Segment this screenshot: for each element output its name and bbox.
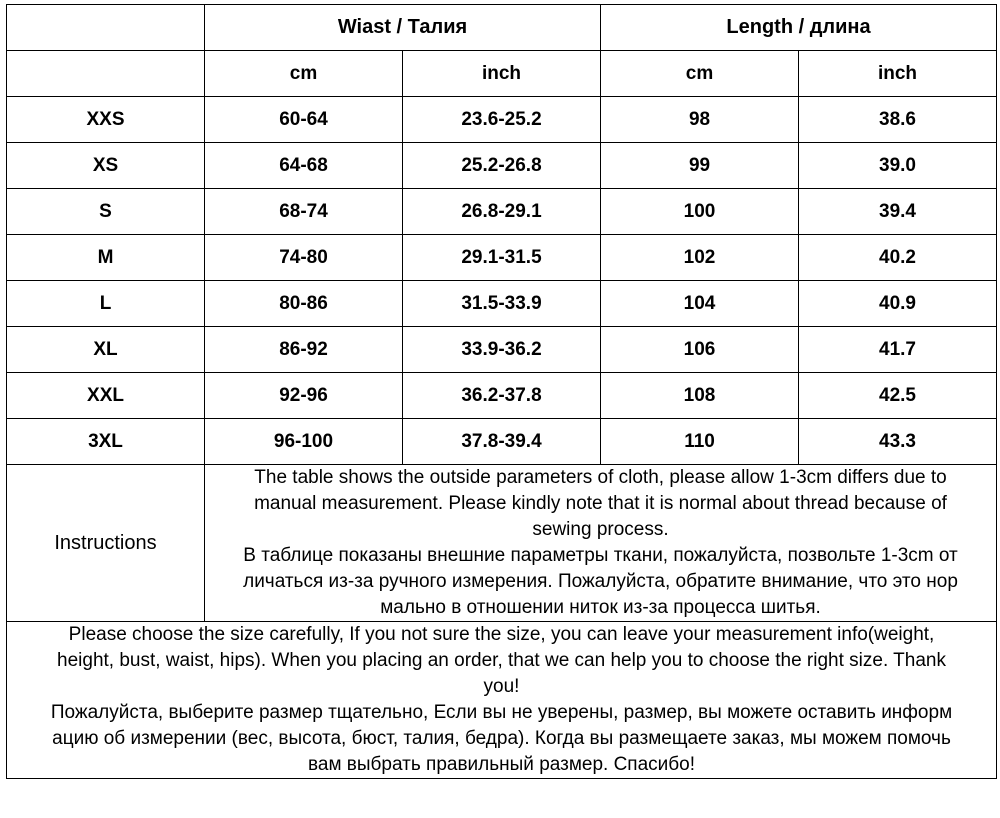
instructions-line: В таблице показаны внешние параметры ткани, пожалуйста, позвольте 1-3cm от <box>243 545 958 566</box>
instructions-line: личаться из-за ручного измерения. Пожалуйста, обратите внимание, что это нор <box>243 571 958 592</box>
length-cm-cell: 99 <box>601 143 799 189</box>
note-line: you! <box>483 676 520 697</box>
waist-cm-cell: 86-92 <box>205 327 403 373</box>
size-chart-table <box>6 4 997 779</box>
note-line: Please choose the size carefully, If you not sure the size, you can leave your measurement info(weight, <box>68 624 935 645</box>
length-header: Length / длина <box>601 5 997 51</box>
length-cm-cell: 108 <box>601 373 799 419</box>
size-label: 3XL <box>7 419 205 465</box>
unit-header-waist-cm: cm <box>205 51 403 97</box>
waist-cm-cell: 80-86 <box>205 281 403 327</box>
waist-cm-cell: 64-68 <box>205 143 403 189</box>
instructions-label: Instructions <box>7 465 205 622</box>
length-cm-cell: 100 <box>601 189 799 235</box>
instructions-line: sewing process. <box>532 519 669 540</box>
size-label: L <box>7 281 205 327</box>
waist-cm-cell: 60-64 <box>205 97 403 143</box>
table-row <box>7 373 997 419</box>
waist-header: Wiast / Талия <box>205 5 601 51</box>
waist-inch-cell: 31.5-33.9 <box>403 281 601 327</box>
instructions-text <box>205 465 997 622</box>
note-line: ацию об измерении (вес, высота, бюст, талия, бедра). Когда вы размещаете заказ, мы можем помочь <box>52 728 951 749</box>
waist-cm-cell: 74-80 <box>205 235 403 281</box>
length-inch-cell: 39.0 <box>799 143 997 189</box>
waist-inch-cell: 29.1-31.5 <box>403 235 601 281</box>
instructions-line: мально в отношении ниток из-за процесса шитья. <box>380 597 821 618</box>
length-inch-cell: 39.4 <box>799 189 997 235</box>
instructions-line: manual measurement. Please kindly note that it is normal about thread because of <box>254 493 947 514</box>
unit-header-waist-inch: inch <box>403 51 601 97</box>
length-inch-cell: 40.9 <box>799 281 997 327</box>
waist-inch-cell: 23.6-25.2 <box>403 97 601 143</box>
length-cm-cell: 98 <box>601 97 799 143</box>
table-row <box>7 281 997 327</box>
table-row <box>7 189 997 235</box>
size-label: S <box>7 189 205 235</box>
waist-cm-cell: 92-96 <box>205 373 403 419</box>
length-inch-cell: 42.5 <box>799 373 997 419</box>
header-row-measurements <box>7 5 997 51</box>
size-label: XL <box>7 327 205 373</box>
waist-cm-cell: 96-100 <box>205 419 403 465</box>
table-row <box>7 235 997 281</box>
instructions-line: The table shows the outside parameters of cloth, please allow 1-3cm differs due to <box>254 467 947 488</box>
size-label: M <box>7 235 205 281</box>
waist-inch-cell: 37.8-39.4 <box>403 419 601 465</box>
length-inch-cell: 38.6 <box>799 97 997 143</box>
table-row <box>7 97 997 143</box>
length-cm-cell: 106 <box>601 327 799 373</box>
waist-inch-cell: 26.8-29.1 <box>403 189 601 235</box>
table-row <box>7 327 997 373</box>
unit-header-length-cm: cm <box>601 51 799 97</box>
note-line: height, bust, waist, hips). When you placing an order, that we can help you to choose the right size. Thank <box>57 650 946 671</box>
size-note-text <box>7 622 997 779</box>
length-inch-cell: 43.3 <box>799 419 997 465</box>
instructions-row <box>7 465 997 622</box>
waist-inch-cell: 33.9-36.2 <box>403 327 601 373</box>
corner-cell <box>7 5 205 51</box>
table-row <box>7 143 997 189</box>
waist-inch-cell: 25.2-26.8 <box>403 143 601 189</box>
waist-inch-cell: 36.2-37.8 <box>403 373 601 419</box>
note-line: вам выбрать правильный размер. Спасибо! <box>308 754 695 775</box>
note-row <box>7 622 997 779</box>
header-row-units <box>7 51 997 97</box>
size-label: XXL <box>7 373 205 419</box>
length-cm-cell: 104 <box>601 281 799 327</box>
size-label: XXS <box>7 97 205 143</box>
waist-cm-cell: 68-74 <box>205 189 403 235</box>
length-inch-cell: 41.7 <box>799 327 997 373</box>
table-row <box>7 419 997 465</box>
unit-header-length-inch: inch <box>799 51 997 97</box>
note-line: Пожалуйста, выберите размер тщательно, Если вы не уверены, размер, вы можете оставить информ <box>50 702 953 723</box>
length-inch-cell: 40.2 <box>799 235 997 281</box>
size-label: XS <box>7 143 205 189</box>
corner-cell <box>7 51 205 97</box>
length-cm-cell: 102 <box>601 235 799 281</box>
length-cm-cell: 110 <box>601 419 799 465</box>
